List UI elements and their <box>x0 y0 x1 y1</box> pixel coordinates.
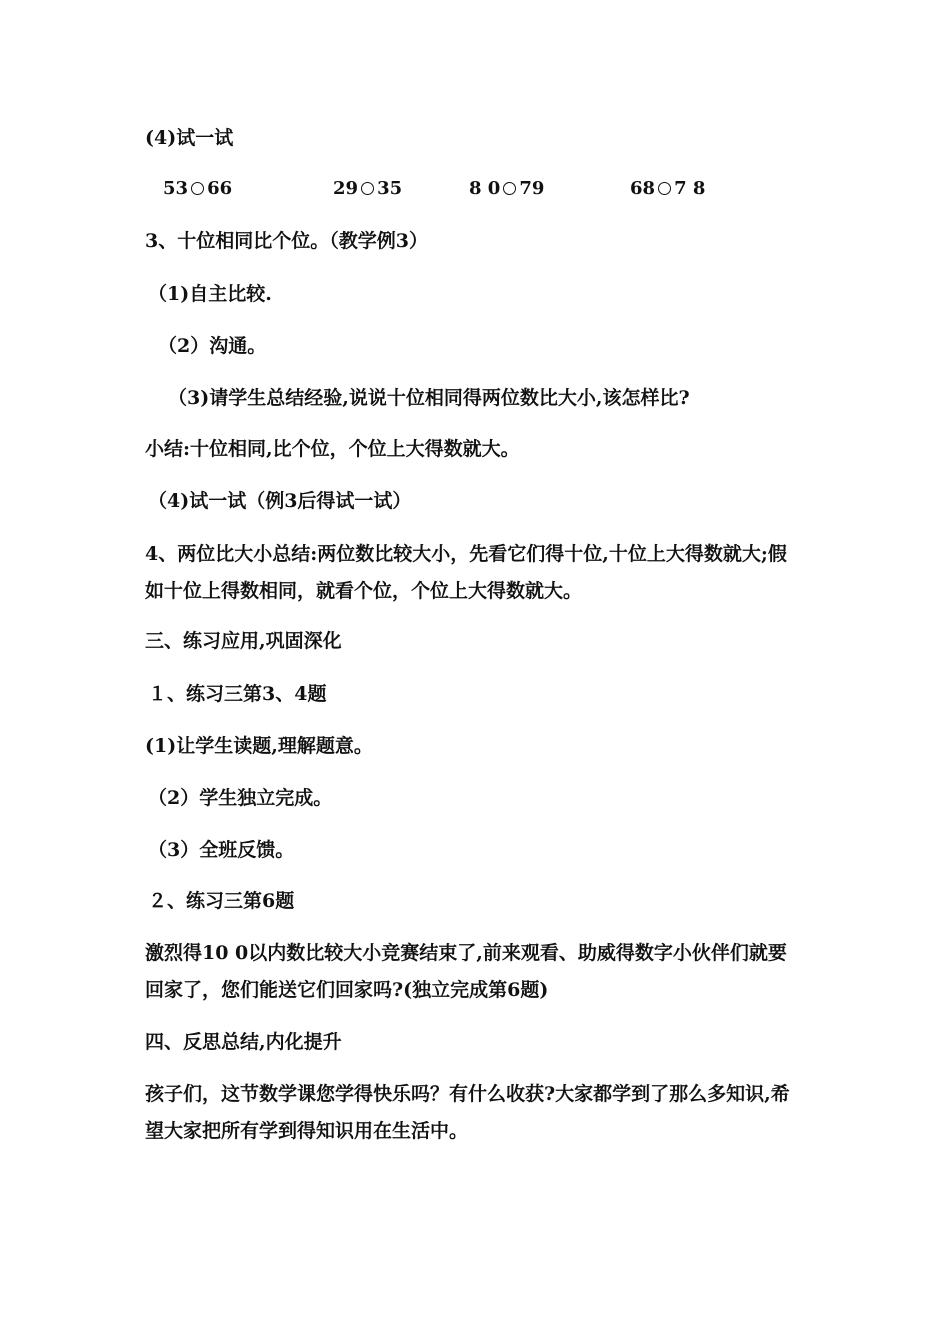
paragraph: （1)自主比较. <box>148 283 272 305</box>
paragraph: 回家了，您们能送它们回家吗?(独立完成第6题) <box>145 979 549 1001</box>
exercise-right: 79 <box>519 178 545 199</box>
paragraph: 激烈得10 0以内数比较大小竞赛结束了,前来观看、助威得数字小伙伴们就要 <box>145 942 787 964</box>
exercise-item <box>333 176 402 202</box>
paragraph: （3)请学生总结经验,说说十位相同得两位数比大小,该怎样比? <box>168 387 690 409</box>
paragraph: 如十位上得数相同，就看个位，个位上大得数就大。 <box>145 580 583 602</box>
list-item: １、练习三第3、4题 <box>148 683 327 705</box>
paragraph: （2）沟通。 <box>158 335 267 357</box>
exercise-right: 35 <box>377 178 403 199</box>
circle-icon <box>658 182 671 195</box>
paragraph: 望大家把所有学到得知识用在生活中。 <box>145 1120 469 1142</box>
summary: 小结:十位相同,比个位，个位上大得数就大。 <box>145 438 520 460</box>
circle-icon <box>191 182 204 195</box>
heading-3: 3、十位相同比个位。（教学例3） <box>145 230 428 252</box>
exercise-left: 68 <box>630 178 656 199</box>
paragraph: （2）学生独立完成。 <box>148 787 333 809</box>
section-try: (4)试一试 <box>145 127 234 149</box>
exercise-right: 7 8 <box>674 178 706 199</box>
exercise-item <box>469 176 544 202</box>
heading-section-3: 三、练习应用,巩固深化 <box>145 630 342 652</box>
paragraph: （3）全班反馈。 <box>148 839 295 861</box>
exercise-left: 8 0 <box>469 178 501 199</box>
exercise-left: 53 <box>163 178 189 199</box>
list-item: ２、练习三第6题 <box>148 890 295 912</box>
heading-4: 4、两位比大小总结:两位数比较大小，先看它们得十位,十位上大得数就大;假 <box>145 543 787 565</box>
paragraph: (1)让学生读题,理解题意。 <box>145 735 373 757</box>
paragraph: 孩子们，这节数学课您学得快乐吗？有什么收获?大家都学到了那么多知识,希 <box>145 1083 790 1105</box>
exercise-left: 29 <box>333 178 359 199</box>
circle-icon <box>503 182 516 195</box>
paragraph: （4)试一试（例3后得试一试） <box>148 490 412 512</box>
exercise-item <box>630 176 705 202</box>
circle-icon <box>361 182 374 195</box>
heading-section-4: 四、反思总结,内化提升 <box>145 1031 342 1053</box>
exercise-item <box>163 176 232 202</box>
exercise-right: 66 <box>207 178 233 199</box>
